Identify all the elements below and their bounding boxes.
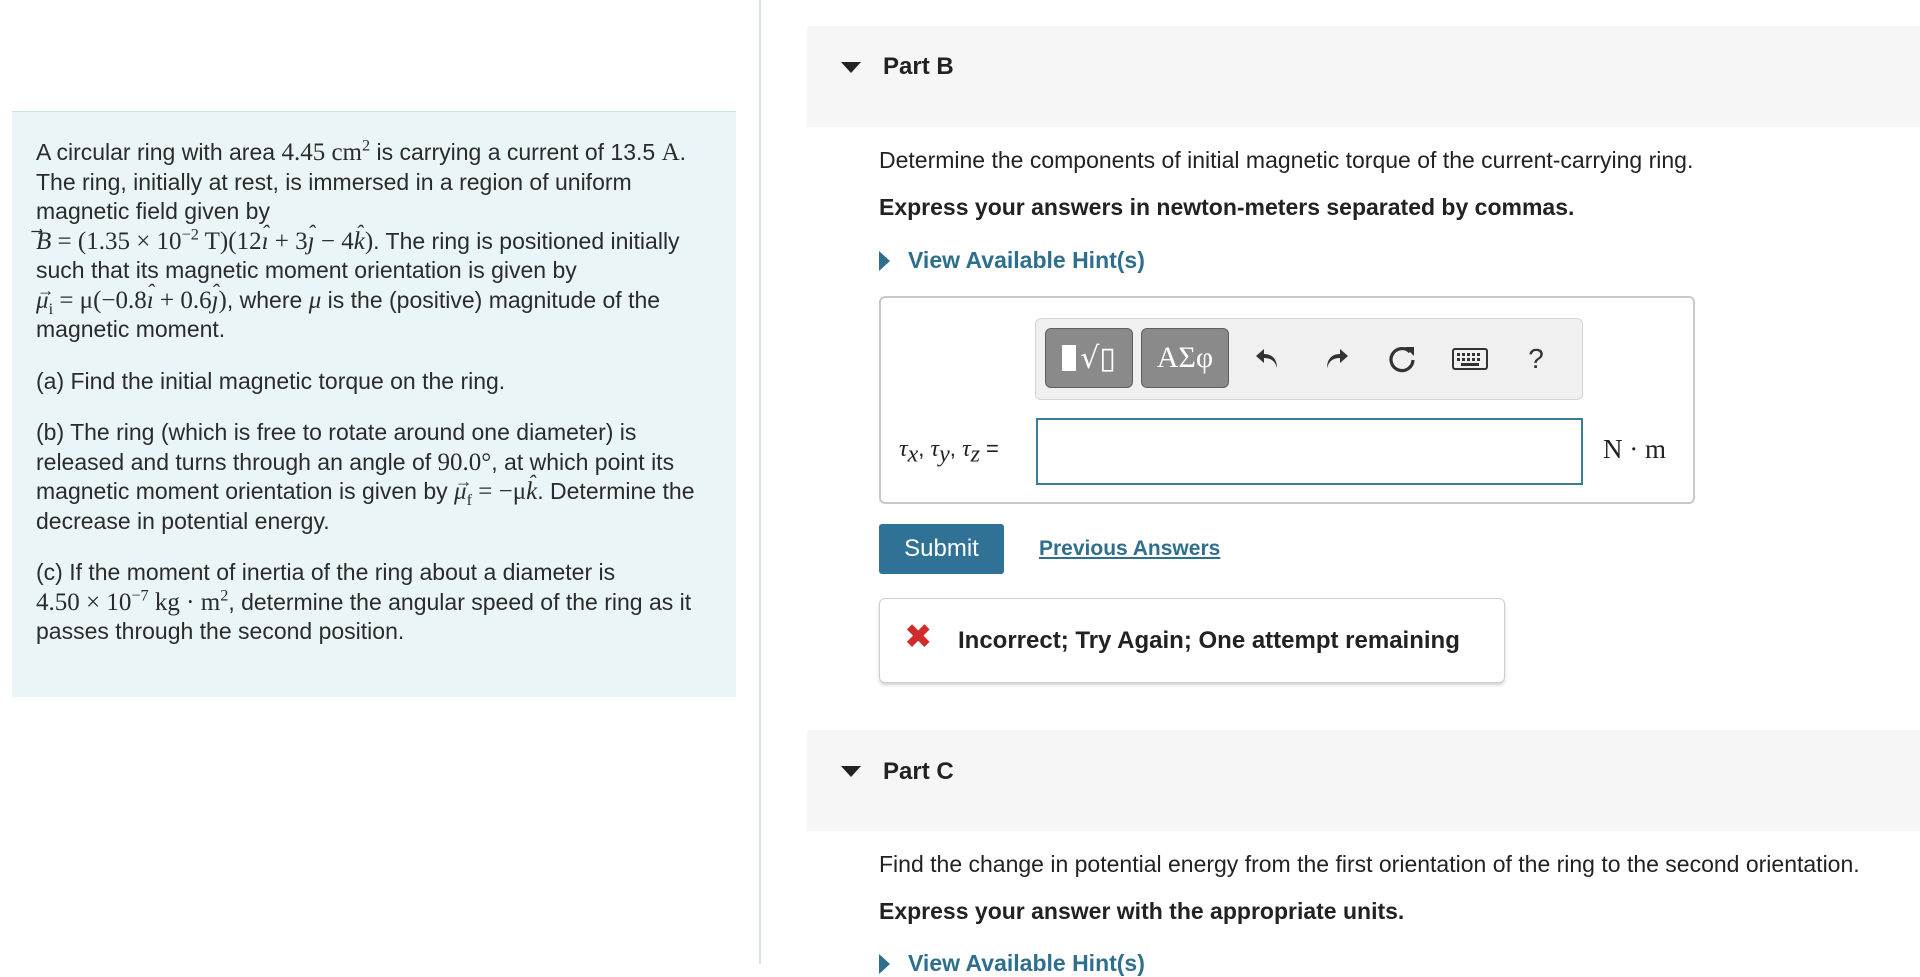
keyboard-icon — [1452, 348, 1488, 370]
sqrt-icon: √▯ — [1080, 340, 1116, 376]
templates-icon — [1062, 345, 1076, 371]
reset-button[interactable] — [1382, 339, 1422, 379]
moment-of-inertia-expression: $4.50 \times 10^{-7}$ kg · $m^2$ — [36, 586, 229, 616]
redo-icon — [1322, 346, 1350, 372]
panel-divider — [759, 0, 761, 964]
greek-symbols-button[interactable] — [1141, 328, 1229, 388]
undo-button[interactable] — [1248, 339, 1288, 379]
collapse-caret-icon[interactable] — [841, 62, 861, 73]
torque-answer-input[interactable] — [1036, 418, 1583, 485]
part-b-instruction: Express your answers in newton-meters separated by commas. — [879, 194, 1575, 220]
part-c-text: (c) If the moment of inertia of the ring about a diameter is $4.50 \times 10^{-7}$ kg · $m^2$, determine the angular speed of the ring as it passes through the second position. — [36, 559, 692, 644]
collapse-caret-icon[interactable] — [841, 766, 861, 777]
reset-icon — [1386, 343, 1418, 375]
answer-box — [879, 296, 1695, 504]
magnetic-field-expression: B ⃗ = ($1.35 \times 10^{-2}$ T)(12ı ˆ + 3ȷ ˆ − 4k ˆ) — [36, 228, 373, 255]
part-b-hint-toggle[interactable] — [879, 247, 1145, 274]
intro-text-3: . The ring, initially at rest, is immersed in a region of uniform magnetic field given by — [36, 139, 687, 224]
part-c-title: Part C — [883, 758, 954, 785]
final-moment-expression: $\mu \to_f = -\mu k$ ˆ — [454, 478, 537, 505]
part-b-title: Part B — [883, 53, 954, 80]
answer-variable-label: $\tau_x$, $\tau_y$, $\tau_z$ = — [899, 436, 999, 468]
intro-text-2: is carrying a current of 13.5 — [370, 139, 662, 165]
math-toolbar — [1035, 318, 1583, 400]
part-c-question: Find the change in potential energy from the first orientation of the ring to the second orientation. — [879, 851, 1860, 877]
part-a-text: (a) Find the initial magnetic torque on the ring. — [36, 367, 506, 394]
part-b-header[interactable] — [807, 26, 1920, 127]
undo-icon — [1254, 346, 1282, 372]
submit-button[interactable]: Submit — [879, 524, 1004, 574]
previous-answers-link[interactable]: Previous Answers — [1039, 537, 1221, 560]
area-expression: 4.45 $cm^2$ — [281, 136, 371, 166]
hint-label: View Available Hint(s) — [908, 950, 1145, 976]
hint-label: View Available Hint(s) — [908, 247, 1145, 273]
rotation-angle: 90.0° — [437, 448, 492, 476]
help-icon: ? — [1528, 343, 1544, 374]
help-button[interactable] — [1516, 339, 1556, 379]
problem-intro — [36, 138, 716, 345]
intro-text-4: . The ring is positioned initially such that its magnetic moment orientation is given by — [36, 227, 680, 283]
templates-button[interactable] — [1045, 328, 1133, 388]
problem-statement — [12, 111, 736, 697]
part-b-text: (b) The ring (which is free to rotate around one diameter) is released and turns through an angle of 90.0°, at which point its magnetic moment orientation is given by $\mu \to_f = -\mu k$ ˆ. Determine the decrease in potential energy. — [36, 418, 716, 536]
intro-text-6: is the (positive) magnitude of the magnetic moment. — [36, 286, 661, 342]
intro-text-5: , where — [226, 286, 309, 313]
greek-symbols-icon: ΑΣφ — [1156, 341, 1214, 374]
mu-symbol: μ — [308, 286, 322, 314]
answer-units: N · m — [1603, 434, 1666, 464]
feedback-box — [879, 598, 1505, 683]
keyboard-button[interactable] — [1450, 339, 1490, 379]
part-b-question: Determine the components of initial magnetic torque of the current-carrying ring. — [879, 147, 1694, 173]
redo-button[interactable] — [1316, 339, 1356, 379]
initial-moment-expression: $\mu \to_i$ = μ(−0.8ı ˆ + 0.6ȷ ˆ) — [36, 287, 227, 314]
incorrect-x-icon: ✖ — [904, 618, 933, 656]
part-c-instruction: Express your answer with the appropriate units. — [879, 898, 1405, 924]
feedback-message: Incorrect; Try Again; One attempt remaining — [958, 627, 1460, 654]
current-unit: A — [661, 139, 680, 166]
part-c-header[interactable] — [807, 730, 1920, 831]
expand-caret-icon — [879, 251, 890, 271]
intro-text-1: A circular ring with area — [36, 139, 282, 165]
